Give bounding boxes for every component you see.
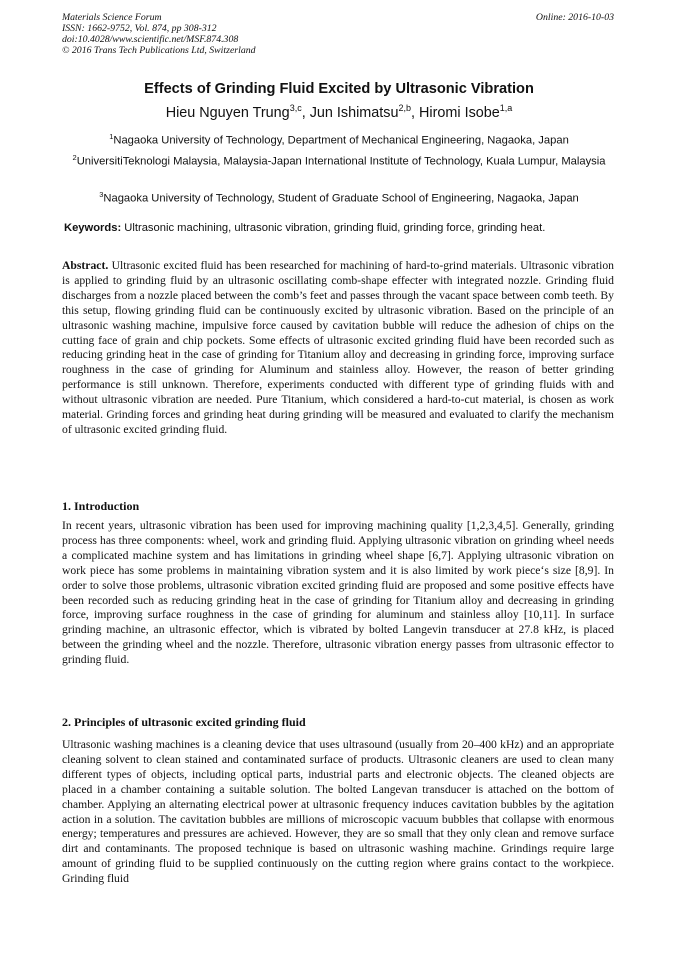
issn-line: ISSN: 1662-9752, Vol. 874, pp 308-312 (62, 23, 217, 34)
copyright-line: © 2016 Trans Tech Publications Ltd, Switzerland (62, 45, 256, 56)
section-heading: 2. Principles of ultrasonic excited grinding fluid (62, 715, 306, 729)
author-separator: , (411, 104, 420, 121)
affiliation-text: Nagaoka University of Technology, Student of Graduate School of Engineering, Nagaoka, Japan (103, 192, 579, 205)
section-heading: 1. Introduction (62, 499, 140, 513)
author-separator: , (301, 104, 310, 121)
affiliation-marker: 2 (72, 153, 77, 162)
abstract-text: Ultrasonic excited fluid has been researched for machining of hard-to-grind materials. Ultrasonic vibration is applied to grinding fluid by an ultrasonic oscillating comb-shape effecter with integrated nozzle. Grinding fluid discharges from a nozzle placed between the comb’s feet and passes through the vacant space between comb teeth. By this setup, flowing grinding fluid can be continuously excited by ultrasonic vibration. Based on the principle of an ultrasonic washing machine, impulsive force caused by cavitation bubble will reduce the adhesion of chips on the cutting face of grain and chip pockets. Some effects of ultrasonic excited grinding fluid have been recorded such as reducing grinding heat in the case of grinding for Titanium alloy and decreasing in grinding force, improving surface roughness in the case of grinding for Aluminum and stainless alloy. However, the reason of better grinding performance is still unknown. Therefore, experiments conducted with different type of grinding fluids with and without ultrasonic vibration are needed. Pure Titanium, which considered a hard-to-cut material, is chosen as work material. Grinding forces and grinding heat during grinding will be measured and evaluated to clarify the mechanism of ultrasonic excited grinding fluid. (62, 259, 614, 436)
paper-title: Effects of Grinding Fluid Excited by Ultrasonic Vibration (144, 81, 534, 97)
author-name: Hieu Nguyen Trung (165, 104, 290, 121)
author-list (0, 103, 678, 121)
abstract-label: Abstract. (62, 259, 109, 272)
affiliation-2 (62, 151, 616, 169)
author-superscript: 2,b (398, 103, 412, 113)
affiliation-1 (62, 130, 616, 148)
keywords (64, 222, 624, 234)
affiliation-marker: 1 (109, 132, 114, 141)
author-name: Hiromi Isobe (419, 104, 500, 121)
author-superscript: 1,a (499, 103, 513, 113)
affiliation-3 (62, 188, 616, 206)
author-name: Jun Ishimatsu (309, 104, 399, 121)
publication-info (62, 12, 256, 56)
online-date: Online: 2016-10-03 (535, 12, 614, 23)
abstract (62, 259, 614, 438)
keywords-text: Ultrasonic machining, ultrasonic vibration, grinding fluid, grinding force, grinding heat. (121, 222, 546, 234)
affiliation-marker: 3 (99, 190, 104, 199)
doi-line[interactable]: doi:10.4028/www.scientific.net/MSF.874.308 (62, 34, 239, 45)
section-body: In recent years, ultrasonic vibration has been used for improving machining quality [1,2,3,4,5]. Generally, grinding process has three components: wheel, work and grinding fluid. Applying ultrasonic vibration on grinding wheel needs a complicated machine system and has limitations in grinding wheel shape [6,7]. Applying ultrasonic vibration on work piece has some problems in maintaining vibration system and it is also limited by work piece‘s size [8,9]. In order to solve those problems, ultrasonic vibration excited grinding fluid are proposed and some positive effects have been recorded such as reducing grinding heat in the case of grinding for Titanium alloy and decreasing in grinding force, improving surface roughness in the case of grinding for aluminum and stainless alloy [10,11]. In surface grinding machine, an ultrasonic effector, which is vibrated by bolted Langevin transducer at 27.8 kHz, is placed between the grinding wheel and the nozzle. Therefore, ultrasonic vibration energy passes from ultrasonic effector to grinding fluid. (62, 519, 614, 667)
section-body: Ultrasonic washing machines is a cleaning device that uses ultrasound (usually from 20–400 kHz) and an appropriate cleaning solvent to clean stained and contaminated surface of products. Ultrasonic cleaners are used to clean many different types of objects, including optical parts, industrial parts and electronic objects. The cleaned objects are placed in a chamber containing a suitable solution. The bolted Langevan transducer is attached on the bottom of chamber. Applying an alternating electrical power at ultrasonic frequency induces cavitation bubbles by the agitation action in a solution. The cavitation bubbles are millions of microscopic vacuum bubbles that collapse with enormous energy; temperatures and pressures are achieved. However, they are so small that they only clean and remove surface dirt and contaminants. The proposed technique is based on ultrasonic washing machine. Grindings require large amount of grinding fluid to be supplied continuously on the cutting region where grains contact to the workpiece. Grinding fluid (62, 738, 614, 886)
keywords-label: Keywords: (64, 222, 122, 234)
author-superscript: 3,c (289, 103, 302, 113)
affiliation-text: UniversitiTeknologi Malaysia, Malaysia-Japan International Institute of Technology, Kuala Lumpur, Malaysia (76, 155, 606, 168)
affiliation-text: Nagaoka University of Technology, Department of Mechanical Engineering, Nagaoka, Japan (113, 134, 569, 147)
journal-name: Materials Science Forum (62, 12, 162, 23)
